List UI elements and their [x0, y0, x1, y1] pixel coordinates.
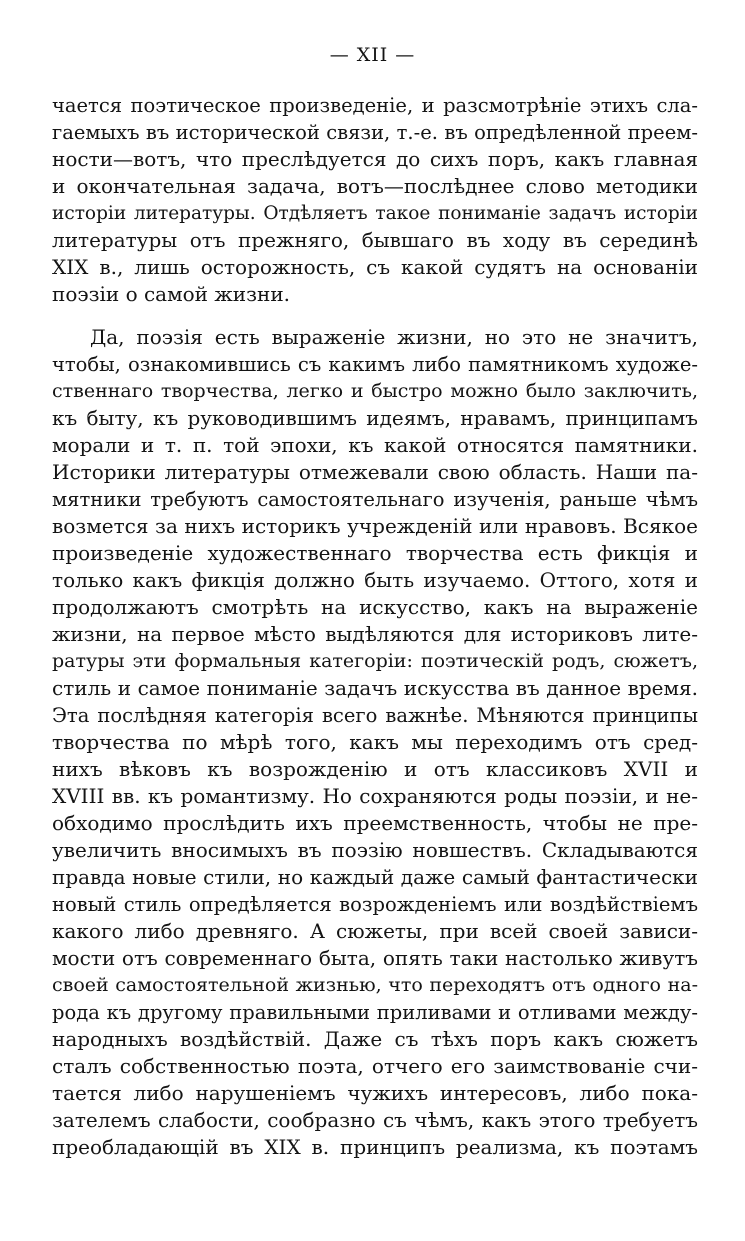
- text-line: гаемыхъ въ исторической связи, т.-е. въ опредѣленной преем-: [52, 121, 698, 144]
- text-line: продолжаютъ смотрѣть на искусство, какъ на выраженіе: [52, 595, 698, 619]
- body-text: [52, 92, 698, 1161]
- text-line: своей самостоятельной жизнью, что переходятъ отъ одного на-: [52, 974, 698, 996]
- text-line: увеличить вносимыхъ въ поэзію новшествъ. Складываются: [52, 838, 698, 862]
- text-line: поэзіи о самой жизни.: [52, 282, 291, 306]
- text-line: ности—вотъ, что преслѣдуется до сихъ поръ, какъ главная: [52, 147, 698, 171]
- text-line: только какъ фикція должно быть изучаемо. Оттого, хотя и: [52, 568, 698, 592]
- text-line: тается либо нарушеніемъ чужихъ интересовъ, либо пока-: [52, 1081, 698, 1105]
- page-number-header: — XII —: [329, 44, 416, 66]
- text-line: мятники требуютъ самостоятельнаго изученія, раньше чѣмъ: [52, 488, 698, 511]
- text-line: и окончательная задача, вотъ—послѣднее слово методики: [52, 174, 698, 198]
- text-line: возмется за нихъ историкъ учрежденій или нравовъ. Всякое: [52, 514, 698, 538]
- text-line: ратуры эти формальныя категоріи: поэтическій родъ, сюжетъ,: [52, 650, 698, 672]
- text-line: обходимо прослѣдить ихъ преемственность, чтобы не пре-: [52, 811, 698, 835]
- text-line: какого либо древняго. А сюжеты, при всей своей зависи-: [52, 919, 698, 943]
- text-line: XVIII вв. къ романтизму. Но сохраняются роды поэзіи, и не-: [52, 784, 698, 808]
- text-line: народныхъ воздѣйствій. Даже съ тѣхъ поръ какъ сюжетъ: [52, 1027, 698, 1051]
- text-line: нихъ вѣковъ къ возрожденію и отъ классиковъ XVII и: [52, 757, 698, 781]
- text-line: Да, поэзія есть выраженіе жизни, но это не значитъ,: [90, 325, 698, 349]
- text-line: Эта послѣдняя категорія всего важнѣе. Мѣняются принципы: [52, 704, 698, 727]
- paragraph: [52, 92, 698, 308]
- text-line: чается поэтическое произведеніе, и разсмотрѣніе этихъ сла-: [52, 94, 698, 117]
- text-line: преобладающій въ XIX в. принципъ реализма, къ поэтамъ: [52, 1135, 698, 1159]
- paragraph: [52, 324, 698, 1161]
- text-line: творчества по мѣрѣ того, какъ мы переходимъ отъ сред-: [52, 730, 698, 754]
- text-line: зателемъ слабости, сообразно съ чѣмъ, какъ этого требуетъ: [52, 1108, 698, 1132]
- text-line: рода къ другому правильными приливами и отливами между-: [52, 1001, 698, 1024]
- text-line: ственнаго творчества, легко и быстро можно было заключить,: [52, 380, 698, 402]
- text-line: XIX в., лишь осторожность, съ какой судятъ на основаніи: [52, 255, 698, 279]
- paragraph-gap: [52, 308, 698, 324]
- text-line: сталъ собственностью поэта, отчего его заимствованіе счи-: [52, 1054, 698, 1078]
- text-line: правда новые стили, но каждый даже самый фантастически: [52, 865, 698, 889]
- text-line: морали и т. п. той эпохи, къ какой относятся памятники.: [52, 433, 698, 457]
- text-line: къ быту, къ руководившимъ идеямъ, нравамъ, принципамъ: [52, 406, 698, 430]
- text-line: литературы отъ прежняго, бывшаго въ ходу въ серединѣ: [52, 228, 698, 252]
- text-line: произведеніе художественнаго творчества есть фикція и: [52, 541, 698, 565]
- text-line: стиль и самое пониманіе задачъ искусства въ данное время.: [52, 676, 698, 700]
- text-line: новый стиль опредѣляется возрожденіемъ или воздѣйствіемъ: [52, 893, 698, 916]
- text-line: чтобы, ознакомившись съ какимъ либо памятникомъ художе-: [52, 353, 698, 376]
- text-line: жизни, на первое мѣсто выдѣляются для историковъ лите-: [52, 622, 698, 646]
- text-line: Историки литературы отмежевали свою область. Наши па-: [52, 460, 698, 484]
- text-line: мости отъ современнаго быта, опять таки настолько живутъ: [52, 946, 698, 970]
- text-line: исторіи литературы. Отдѣляетъ такое пониманіе задачъ исторіи: [52, 203, 698, 224]
